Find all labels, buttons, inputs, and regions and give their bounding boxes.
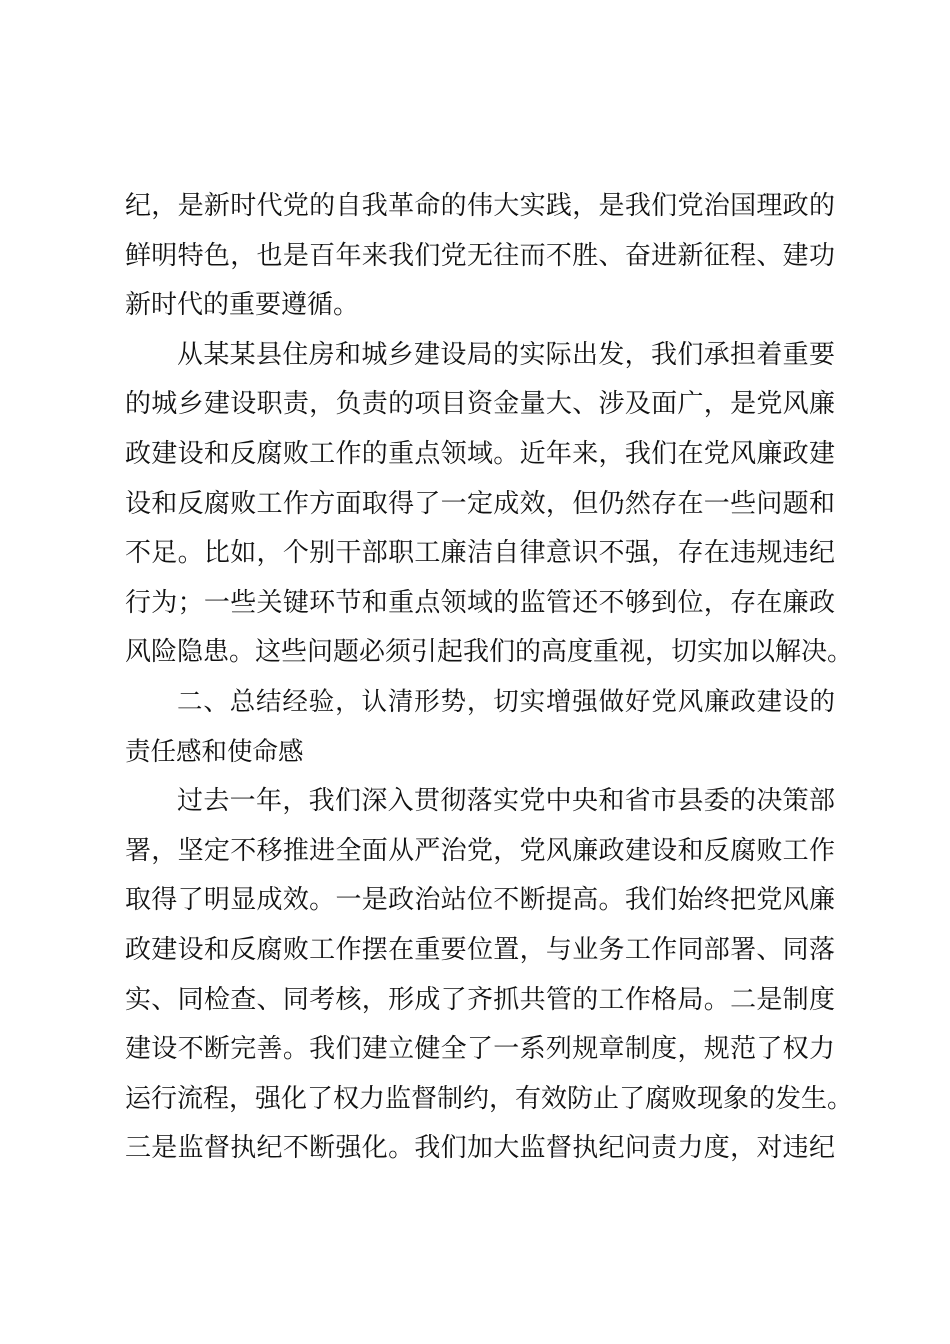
section-heading-line: 责任感和使命感 bbox=[125, 736, 304, 767]
paragraph-line: 运行流程，强化了权力监督制约，有效防止了腐败现象的发生。 bbox=[125, 1083, 854, 1114]
paragraph-line: 鲜明特色，也是百年来我们党无往而不胜、奋进新征程、建功 bbox=[125, 240, 835, 271]
paragraph-line: 的城乡建设职责，负责的项目资金量大、涉及面广，是党风廉 bbox=[125, 389, 835, 420]
paragraph-line: 实、同检查、同考核，形成了齐抓共管的工作格局。二是制度 bbox=[125, 984, 835, 1015]
paragraph-line: 风险隐患。这些问题必须引起我们的高度重视，切实加以解决。 bbox=[125, 637, 854, 668]
document-body bbox=[125, 182, 854, 1174]
paragraph-line: 建设不断完善。我们建立健全了一系列规章制度，规范了权力 bbox=[125, 1034, 835, 1065]
paragraph-line: 取得了明显成效。一是政治站位不断提高。我们始终把党风廉 bbox=[125, 885, 835, 916]
paragraph-line: 署，坚定不移推进全面从严治党，党风廉政建设和反腐败工作 bbox=[125, 835, 835, 866]
section-heading-line: 二、总结经验，认清形势，切实增强做好党风廉政建设的 bbox=[177, 686, 835, 717]
paragraph-line: 政建设和反腐败工作摆在重要位置，与业务工作同部署、同落 bbox=[125, 934, 835, 965]
paragraph-line: 从某某县住房和城乡建设局的实际出发，我们承担着重要 bbox=[177, 339, 835, 370]
paragraph-line: 行为；一些关键环节和重点领域的监管还不够到位，存在廉政 bbox=[125, 587, 835, 618]
paragraph-line: 纪，是新时代党的自我革命的伟大实践，是我们党治国理政的 bbox=[125, 191, 835, 221]
paragraph-line: 过去一年，我们深入贯彻落实党中央和省市县委的决策部 bbox=[177, 786, 835, 817]
paragraph-line: 不足。比如，个别干部职工廉洁自律意识不强，存在违规违纪 bbox=[125, 538, 835, 569]
paragraph-line: 设和反腐败工作方面取得了一定成效，但仍然存在一些问题和 bbox=[125, 488, 835, 519]
paragraph-line: 政建设和反腐败工作的重点领域。近年来，我们在党风廉政建 bbox=[125, 438, 835, 469]
paragraph-line: 三是监督执纪不断强化。我们加大监督执纪问责力度，对违纪 bbox=[125, 1133, 835, 1164]
paragraph-line: 新时代的重要遵循。 bbox=[125, 290, 360, 321]
